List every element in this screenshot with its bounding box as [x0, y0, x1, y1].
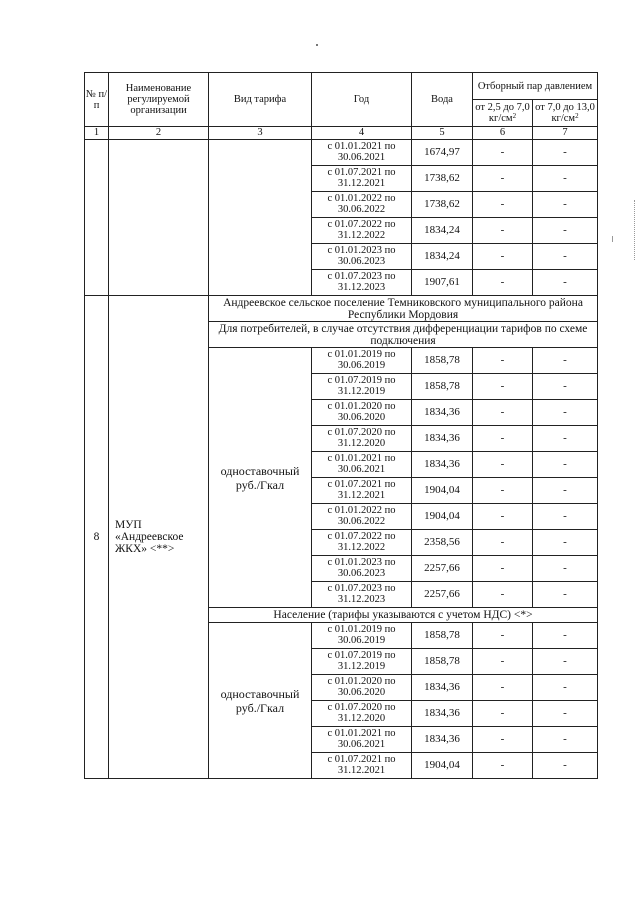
steam-low-value: - — [473, 582, 533, 608]
period-cell: с 01.01.2023 по 30.06.2023 — [312, 244, 412, 270]
period-cell: с 01.07.2022 по 31.12.2022 — [312, 530, 412, 556]
settlement-row — [85, 296, 598, 322]
period-cell: с 01.01.2019 по 30.06.2019 — [312, 348, 412, 374]
empty-organization-cell — [109, 140, 209, 296]
consumers-heading: Для потребителей, в случае отсутствия дифференциации тарифов по схеме подключения — [209, 322, 598, 348]
water-value: 1904,04 — [412, 478, 473, 504]
edge-scan-mark — [634, 200, 636, 260]
water-value: 1858,78 — [412, 623, 473, 649]
column-number: 1 — [85, 127, 109, 140]
steam-low-value: - — [473, 623, 533, 649]
header-steam-high: от 7,0 до 13,0 $кг/см^2$ — [533, 100, 598, 127]
water-value: 1738,62 — [412, 166, 473, 192]
steam-low-value: - — [473, 452, 533, 478]
water-value: 2257,66 — [412, 582, 473, 608]
water-value: 1904,04 — [412, 504, 473, 530]
water-value: 1834,24 — [412, 218, 473, 244]
period-cell: с 01.07.2020 по 31.12.2020 — [312, 426, 412, 452]
period-cell: с 01.07.2023 по 31.12.2023 — [312, 582, 412, 608]
water-value: 1674,97 — [412, 140, 473, 166]
water-value: 1834,24 — [412, 244, 473, 270]
period-cell: с 01.01.2019 по 30.06.2019 — [312, 623, 412, 649]
period-cell: с 01.01.2021 по 30.06.2021 — [312, 452, 412, 478]
period-cell: с 01.01.2020 по 30.06.2020 — [312, 675, 412, 701]
period-cell: с 01.07.2020 по 31.12.2020 — [312, 701, 412, 727]
water-value: 1858,78 — [412, 649, 473, 675]
population-heading: Население (тарифы указываются с учетом НДС) <*> — [209, 608, 598, 623]
water-value: 1834,36 — [412, 400, 473, 426]
header-steam-low: от 2,5 до 7,0 $кг/см^2$ — [473, 100, 533, 127]
steam-high-value: - — [533, 426, 598, 452]
steam-high-value: - — [533, 452, 598, 478]
steam-low-value: - — [473, 426, 533, 452]
steam-low-value: - — [473, 727, 533, 753]
steam-low-value: - — [473, 753, 533, 779]
steam-high-value: - — [533, 270, 598, 296]
steam-low-value: - — [473, 478, 533, 504]
period-cell: с 01.01.2021 по 30.06.2021 — [312, 140, 412, 166]
water-value: 1738,62 — [412, 192, 473, 218]
steam-high-value: - — [533, 504, 598, 530]
water-value: 1834,36 — [412, 452, 473, 478]
period-cell: с 01.01.2020 по 30.06.2020 — [312, 400, 412, 426]
period-cell: с 01.01.2022 по 30.06.2022 — [312, 504, 412, 530]
steam-low-value: - — [473, 374, 533, 400]
steam-low-value: - — [473, 244, 533, 270]
header-tariff-type: Вид тарифа — [209, 73, 312, 127]
header-steam-group: Отборный пар давлением — [473, 73, 598, 100]
period-cell: с 01.07.2021 по 31.12.2021 — [312, 166, 412, 192]
steam-high-value: - — [533, 374, 598, 400]
settlement-heading: Андреевское сельское поселение Темниковского муниципального района Республики Мордовия — [209, 296, 598, 322]
period-cell: с 01.07.2019 по 31.12.2019 — [312, 649, 412, 675]
table-row — [85, 140, 598, 166]
steam-high-value: - — [533, 140, 598, 166]
period-cell: с 01.01.2023 по 30.06.2023 — [312, 556, 412, 582]
steam-high-value: - — [533, 218, 598, 244]
steam-high-value: - — [533, 649, 598, 675]
period-cell: с 01.07.2021 по 31.12.2021 — [312, 753, 412, 779]
steam-high-value: - — [533, 582, 598, 608]
period-cell: с 01.07.2019 по 31.12.2019 — [312, 374, 412, 400]
steam-low-value: - — [473, 270, 533, 296]
column-number-row — [85, 127, 598, 140]
empty-tariff-cell — [209, 140, 312, 296]
steam-high-value: - — [533, 192, 598, 218]
steam-high-value: - — [533, 166, 598, 192]
tariff-type-population: одноставочный руб./Гкал — [209, 623, 312, 779]
period-cell: с 01.01.2021 по 30.06.2021 — [312, 727, 412, 753]
steam-low-value: - — [473, 192, 533, 218]
header-water: Вода — [412, 73, 473, 127]
water-value: 1858,78 — [412, 348, 473, 374]
steam-high-value: - — [533, 478, 598, 504]
column-number: 2 — [109, 127, 209, 140]
steam-low-value: - — [473, 504, 533, 530]
water-value: 1858,78 — [412, 374, 473, 400]
steam-low-value: - — [473, 675, 533, 701]
steam-low-value: - — [473, 218, 533, 244]
tariff-table — [84, 72, 598, 779]
steam-high-value: - — [533, 244, 598, 270]
steam-low-value: - — [473, 166, 533, 192]
period-cell: с 01.07.2023 по 31.12.2023 — [312, 270, 412, 296]
water-value: 1907,61 — [412, 270, 473, 296]
period-cell: с 01.07.2022 по 31.12.2022 — [312, 218, 412, 244]
column-number: 6 — [473, 127, 533, 140]
steam-low-value: - — [473, 556, 533, 582]
steam-high-value: - — [533, 400, 598, 426]
water-value: 1834,36 — [412, 426, 473, 452]
water-value: 2358,56 — [412, 530, 473, 556]
steam-low-value: - — [473, 701, 533, 727]
steam-high-value: - — [533, 701, 598, 727]
empty-number-cell — [85, 140, 109, 296]
header-organization: Наименование регулируемой организации — [109, 73, 209, 127]
steam-high-value: - — [533, 556, 598, 582]
water-value: 1834,36 — [412, 675, 473, 701]
steam-low-value: - — [473, 400, 533, 426]
steam-high-value: - — [533, 530, 598, 556]
column-number: 5 — [412, 127, 473, 140]
water-value: 1904,04 — [412, 753, 473, 779]
steam-low-value: - — [473, 140, 533, 166]
water-value: 1834,36 — [412, 727, 473, 753]
steam-high-value: - — [533, 753, 598, 779]
edge-scan-tick — [612, 236, 613, 242]
column-number: 4 — [312, 127, 412, 140]
steam-low-value: - — [473, 649, 533, 675]
water-value: 2257,66 — [412, 556, 473, 582]
steam-high-value: - — [533, 348, 598, 374]
tariff-type-consumers: одноставочный руб./Гкал — [209, 348, 312, 608]
steam-low-value: - — [473, 348, 533, 374]
column-number: 3 — [209, 127, 312, 140]
organization-name: МУП «Андреевское ЖКХ» <**> — [109, 296, 209, 779]
period-cell: с 01.07.2021 по 31.12.2021 — [312, 478, 412, 504]
period-cell: с 01.01.2022 по 30.06.2022 — [312, 192, 412, 218]
header-number: № п/п — [85, 73, 109, 127]
column-number: 7 — [533, 127, 598, 140]
steam-high-value: - — [533, 675, 598, 701]
steam-low-value: - — [473, 530, 533, 556]
header-year: Год — [312, 73, 412, 127]
page-dot-mark — [316, 44, 318, 46]
steam-high-value: - — [533, 623, 598, 649]
steam-high-value: - — [533, 727, 598, 753]
water-value: 1834,36 — [412, 701, 473, 727]
organization-number: 8 — [85, 296, 109, 779]
